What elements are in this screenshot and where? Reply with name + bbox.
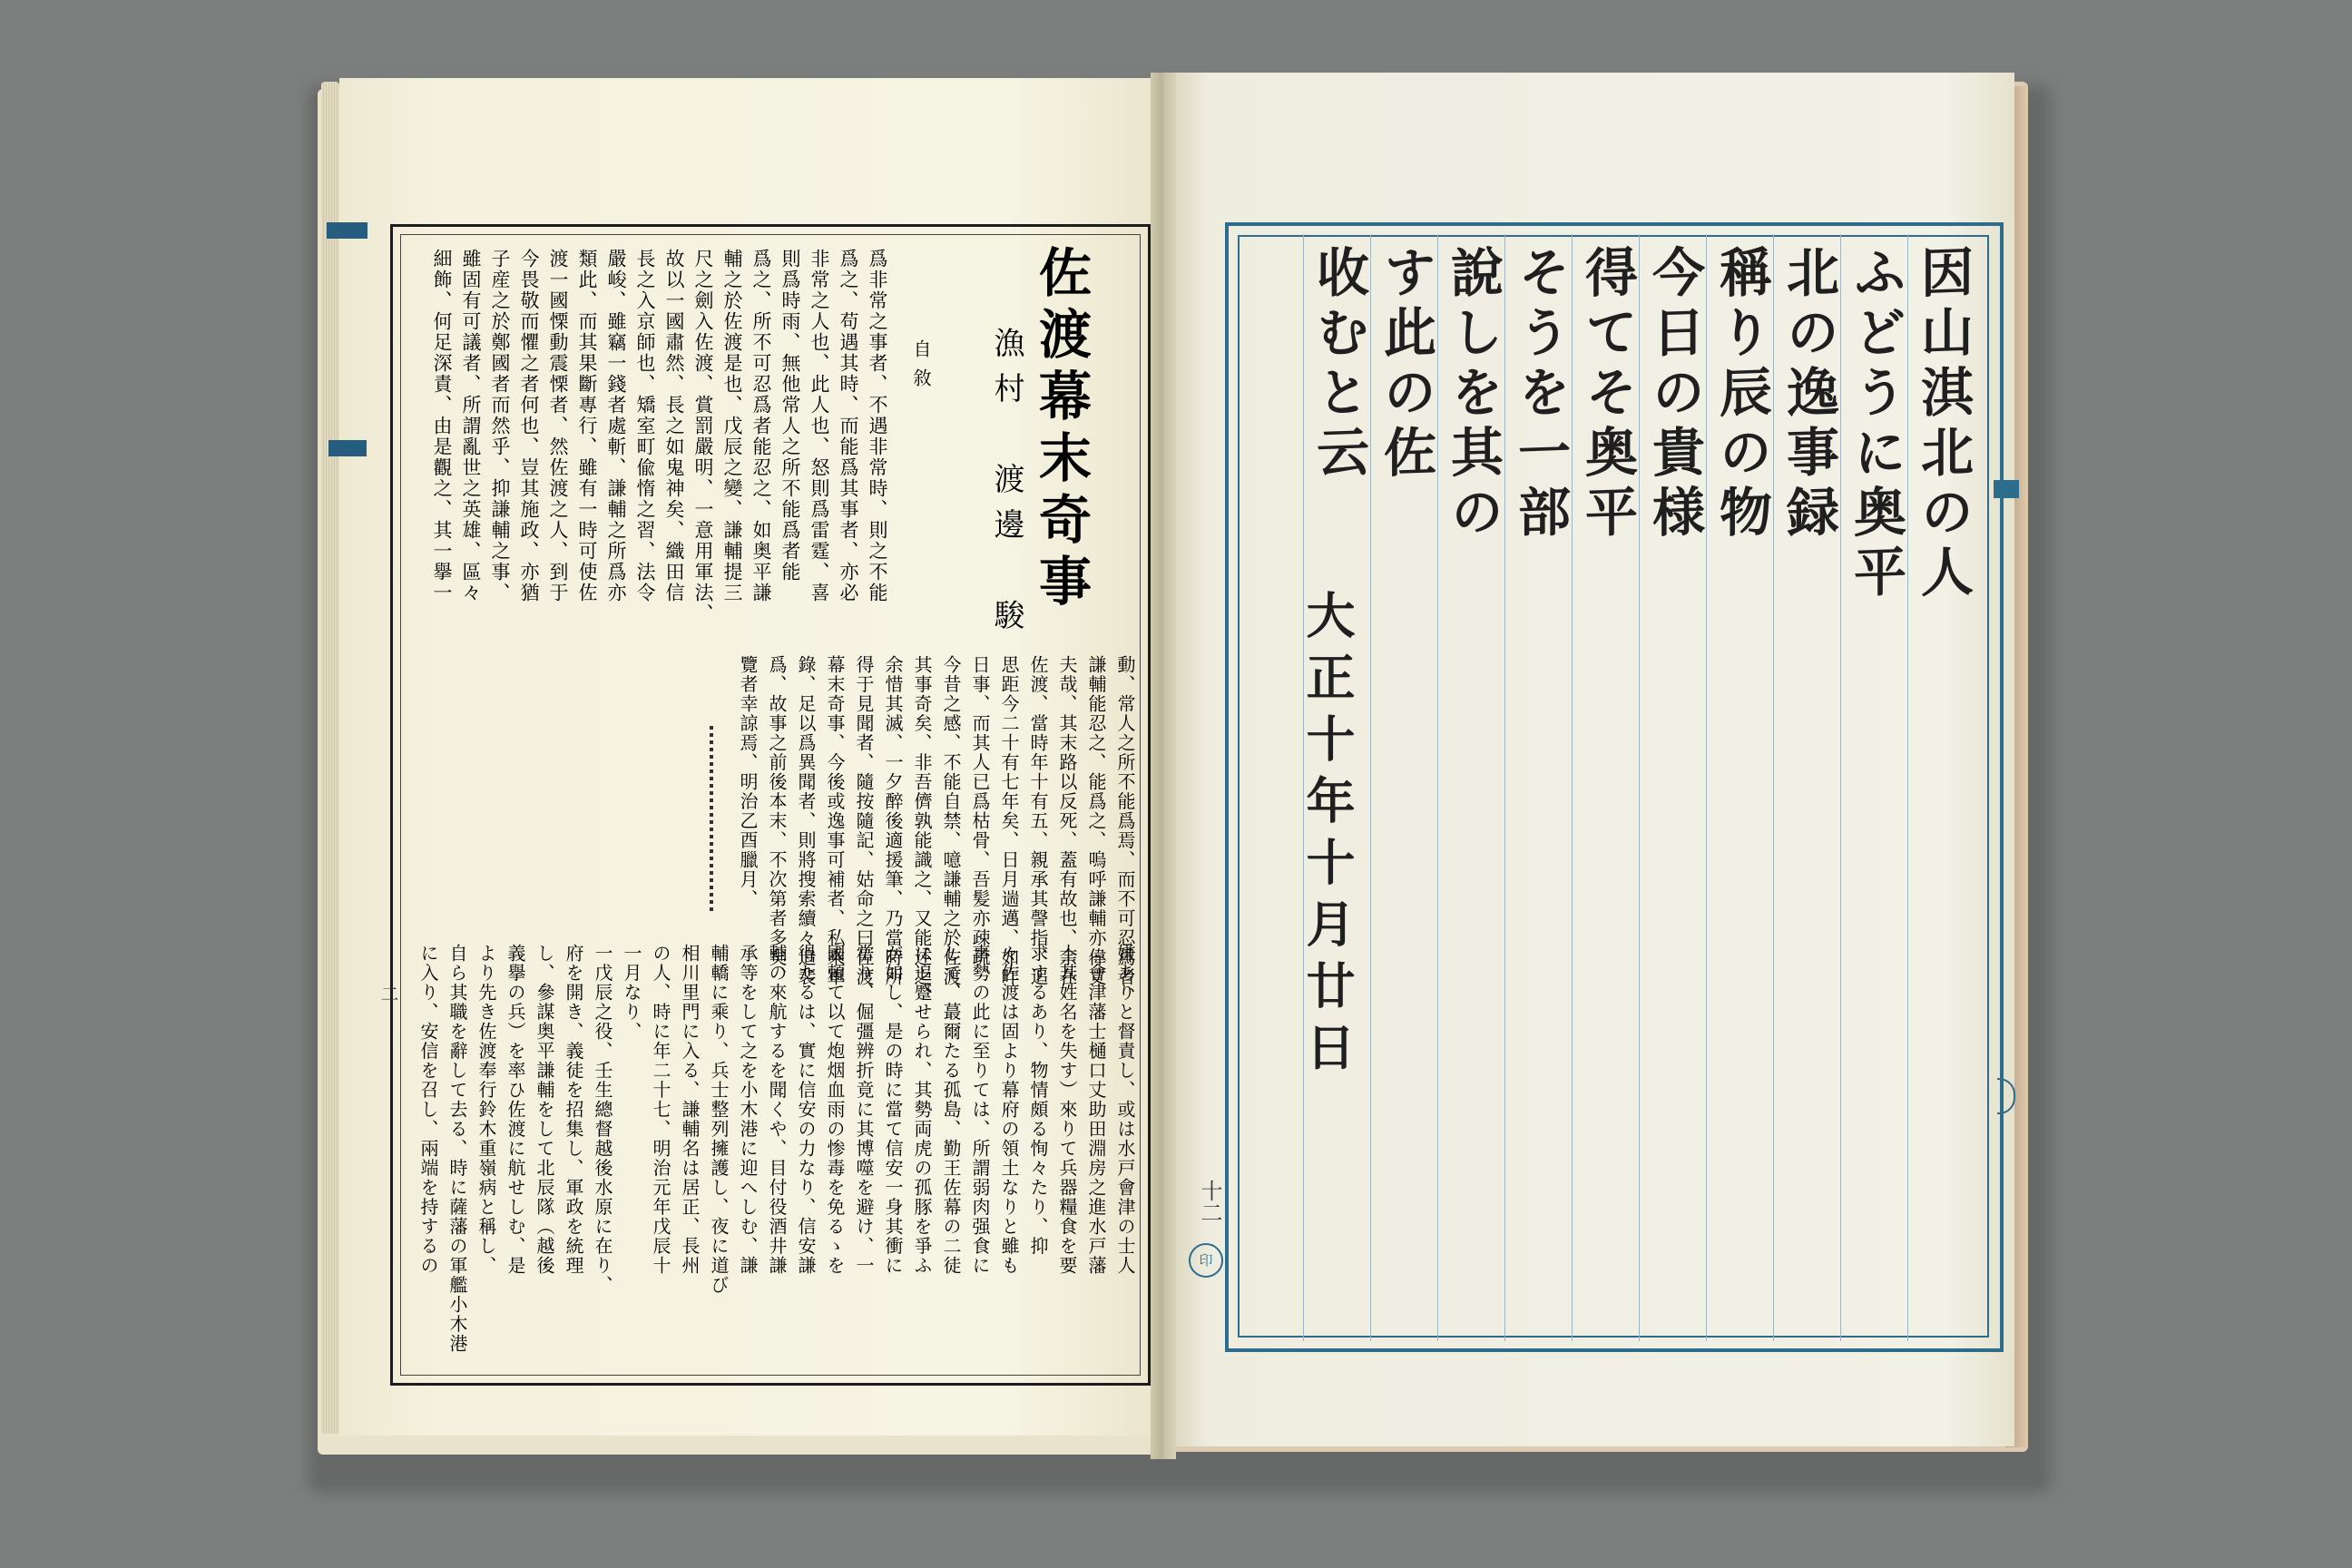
preface-column-5: 爲之、所不可忍爲者能忍之、如奥平謙 — [750, 249, 772, 603]
preface-lower-column-1: 動、常人之所不能爲焉、而不可忍爲者、 — [1114, 655, 1136, 1006]
handwritten-column-7: そうを一部 — [1509, 243, 1571, 546]
narrative-column-17: の人、時に年二十七、明治元年戊辰十 — [650, 944, 671, 1276]
preface-column-8: 故以一國肅然、長之如鬼神矣、織田信 — [663, 249, 685, 603]
column-rule-7 — [1504, 234, 1505, 1341]
narrative-column-8: に追蹙せられ、其勢両虎の孤豚を爭ふ — [911, 944, 933, 1276]
handwritten-column-1: 因山淇北の人 — [1912, 243, 1974, 606]
column-rule-8 — [1437, 234, 1438, 1341]
preface-column-13: 今畏敬而懼之者何也、豈其施政、亦猶 — [518, 249, 540, 603]
handwritten-column-9: す此の佐 — [1375, 243, 1436, 486]
lower-left-column-1: 一戊辰之役、壬生總督越後水原に在り、 — [592, 944, 613, 1295]
section-divider — [710, 726, 713, 912]
column-rule-9 — [1370, 234, 1371, 1341]
column-rule-5 — [1639, 234, 1640, 1341]
preface-lower-column-8: 其事奇矣、非吾儕孰能識之、又能述之、 — [911, 655, 933, 1006]
column-rule-2 — [1840, 234, 1841, 1341]
narrative-column-14: 承等をして之を小木港に迎へしむ、謙 — [737, 944, 759, 1276]
preface-column-11: 類此、而其果斷專行、雖有一時可使佐 — [576, 249, 598, 603]
preface-lower-column-9: 余惜其滅、一夕醉後適援筆、乃當時所 — [882, 655, 904, 987]
lower-left-column-2: 府を開き、義徒を招集し、軍政を統理 — [563, 944, 584, 1276]
preface-column-7: 尺之劍入佐渡、賞罰嚴明、一意用軍法、 — [692, 249, 714, 624]
preface-column-6: 輔之於佐渡是也、戊辰之變、謙輔提三 — [721, 249, 743, 603]
narrative-column-18: 一月なり、 — [621, 944, 642, 1042]
handwritten-column-10: 收むと云 — [1308, 243, 1369, 486]
preface-lower-column-3: 夫哉、其末路以反死、蓋有故也、余在 — [1056, 655, 1078, 987]
column-rule-3 — [1773, 234, 1774, 1341]
narrative-column-16: 相川里門に入る、謙輔名は居正、長州 — [679, 944, 701, 1276]
preface-column-15: 雖固有可議者、所謂亂世之英雄、區々 — [460, 249, 482, 603]
preface-column-12: 渡一國慄動震慄者、然佐渡之人、到于 — [547, 249, 569, 603]
column-rule-6 — [1572, 234, 1573, 1341]
narrative-column-15: 輔轎に乘り、兵士整列擁護し、夜に道び — [708, 944, 730, 1295]
handwritten-column-2: ふどうに奥平 — [1845, 243, 1906, 606]
handwritten-column-4: 稱り辰の物 — [1710, 243, 1772, 546]
handwritten-column-6: 得てそ奥平 — [1576, 243, 1638, 546]
preface-lower-column-11: 幕末奇事、今後或逸事可補者、私乘軍 — [824, 655, 846, 987]
narrative-column-4: 求するあり、物情頗る恂々たり、抑 — [1027, 944, 1049, 1256]
narrative-column-2: （會津藩士樋口丈助田淵房之進水戸藩 — [1085, 944, 1107, 1276]
preface-lower-column-13: 爲、故事之前後本末、不次第者多矣、 — [766, 655, 788, 987]
narrative-column-1: 嫌ありと督責し、或は水戸會津の士人 — [1114, 944, 1136, 1276]
preface-column-10: 嚴峻、雖竊一錢者處斬、謙輔之所爲亦 — [605, 249, 627, 603]
preface-column-14: 子産之於鄭國者而然乎、抑謙輔之事、 — [489, 249, 511, 603]
left-page-edges — [321, 82, 339, 1434]
book-gutter — [1151, 73, 1176, 1459]
narrative-column-12: 得たるは、實に信安の力なり、信安謙 — [795, 944, 817, 1276]
lower-left-column-6: 自ら其職を辭して去る、時に薩藩の軍艦小木港 — [446, 944, 468, 1354]
narrative-column-7: して、蕞爾たる孤島、勤王佐幕の二徒 — [940, 944, 962, 1276]
handwritten-column-8: 說しを其の — [1442, 243, 1504, 546]
narrative-column-13: 輔の來航するを聞くや、目付役酒井謙 — [766, 944, 788, 1276]
preface-column-2: 爲之、苟遇其時、而能爲其事者、亦必 — [838, 249, 859, 603]
preface-column-3: 非常之人也、此人也、怒則爲雷霆、喜 — [808, 249, 830, 603]
left-spine-mark-middle — [328, 440, 367, 456]
handwritten-date: 大正十年十月廿日 — [1298, 590, 1357, 1083]
preface-lower-column-7: 今昔之感、不能自禁、噫謙輔之於佐渡 — [940, 655, 962, 987]
preface-lower-column-2: 謙輔能忍之、能爲之、嗚呼謙輔亦偉丈 — [1085, 655, 1107, 987]
preface-lower-column-5: 思距今二十有七年矣、日月遄邁、如昨 — [998, 655, 1020, 987]
column-rule-4 — [1706, 234, 1707, 1341]
page-title: 佐渡幕末奇事 — [1030, 245, 1092, 615]
column-rule-1 — [1907, 234, 1908, 1341]
preface-lower-column-12: 錄、足以爲異聞者、則將搜索續々追裴 — [795, 655, 817, 987]
preface-heading: 自敘 — [910, 339, 932, 397]
preface-lower-column-14: 覽者幸諒焉、明治乙酉臘月、 — [737, 655, 759, 909]
handwritten-column-3: 北の逸事録 — [1778, 243, 1839, 546]
narrative-column-6: 事勢の此に至りては、所謂弱肉强食に — [969, 944, 991, 1276]
preface-lower-column-4: 佐渡、當時年十有五、親承其謦指、追 — [1027, 655, 1049, 987]
lower-left-column-4: 義擧の兵）を率ひ佐渡に航せしむ、是 — [505, 944, 526, 1276]
left-spine-mark-top — [327, 222, 368, 239]
lower-left-column-5: より先き佐渡奉行鈴木重嶺病と稱し、 — [475, 944, 497, 1276]
right-page-number: 十二 — [1197, 1180, 1222, 1223]
lower-left-column-7: に入り、安信を召し、兩端を持するの — [417, 944, 439, 1276]
narrative-column-3: 士其姓名を失す）來りて兵器糧食を要 — [1056, 944, 1078, 1276]
lower-left-column-3: し、參謀奥平謙輔をして北辰隊（越後 — [534, 944, 555, 1276]
preface-column-16: 細飾、何足深責、由是觀之、其一擧一 — [431, 249, 453, 603]
narrative-column-9: が如し、是の時に當て信安一身其衝に — [882, 944, 904, 1276]
preface-lower-column-10: 得于見聞者、隨按隨記、姑命之曰佐渡 — [853, 655, 875, 987]
preface-column-4: 則爲時雨、無他常人之所不能爲者能 — [779, 249, 801, 583]
narrative-column-5: 々佐渡は固より幕府の領土なりと雖も — [998, 944, 1020, 1276]
handwritten-column-5: 今日の貴様 — [1643, 243, 1705, 546]
preface-column-9: 長之入京師也、矯室町偸惰之習、法令 — [634, 249, 656, 603]
preface-column-1: 爲非常之事者、不遇非常時、則之不能 — [867, 249, 888, 603]
narrative-column-11: 國頼て以て炮烟血雨の惨毒を免るゝを — [824, 944, 846, 1276]
preface-lower-column-6: 日事、而其人已爲枯骨、吾髪亦疎疏、 — [969, 655, 991, 987]
right-fold-mark — [1994, 480, 2019, 498]
page-seal: 印 — [1189, 1243, 1223, 1278]
author-name: 漁村 渡邊 駿 — [988, 327, 1024, 644]
left-page-number: 二 — [377, 985, 399, 1003]
narrative-column-10: 當り、倔彊辨折竟に其博噬を避け、一 — [853, 944, 875, 1276]
